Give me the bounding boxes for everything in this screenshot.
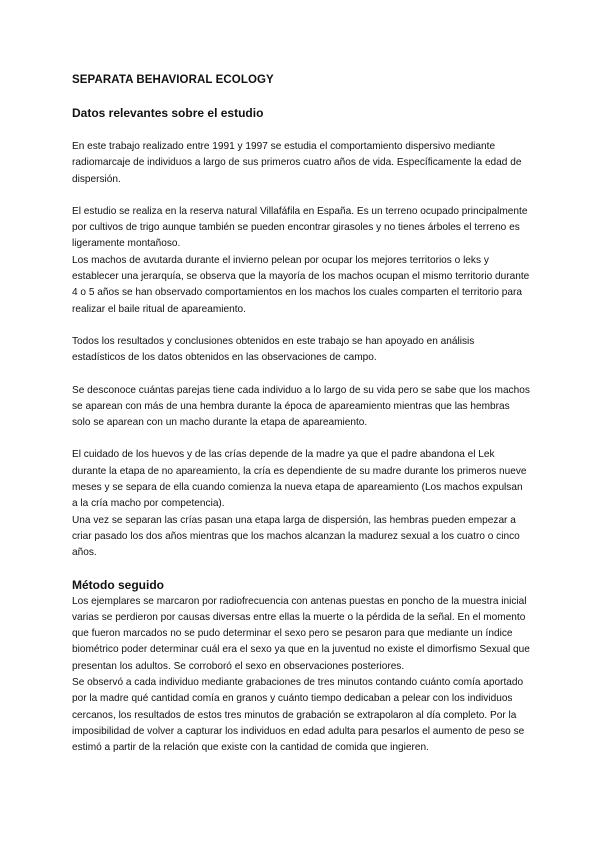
section-heading-metodo: Método seguido <box>72 577 164 592</box>
paragraph-observacion: Se observó a cada individuo mediante grabaciones de tres minutos contando cuánto comía aportado por la madre qué cantidad comía en granos y cuánto tiempo dedicaban a pelear con los individuos cercanos, los resultados de estos tres minutos de grabación se extrapolaron al día completo. Por la imposibilidad de volver a capturar los individuos en edad adulta para pesarlos el aumento de peso se estimó a partir de la relación que existe con la cantidad de comida que ingieren. <box>72 677 525 754</box>
paragraph-periodo-estudio: En este trabajo realizado entre 1991 y 1997 se estudia el comportamiento dispersivo mediante radiomarcaje de individuos a largo de sus primeros cuatro años de vida. Específicamente la edad de dispersión. <box>72 141 522 185</box>
paragraph-analisis: Todos los resultados y conclusiones obtenidos en este trabajo se han apoyado en análisis estadísticos de los datos obtenidos en las observaciones de campo. <box>72 335 475 364</box>
paragraph-reserva: El estudio se realiza en la reserva natural Villafáfila en España. Es un terreno ocupado principalmente por cultivos de trigo aunque también se pueden encontrar girasoles y no tienes árboles el terreno es ligeramente montañoso. <box>72 205 528 250</box>
paragraph-marcaje: Los ejemplares se marcaron por radiofrecuencia con antenas puestas en poncho de la muestra inicial varias se perdieron por causas diversas entre ellas la muerte o la pérdida de la señal. En el momento que fueron marcados no se pudo determinar el sexo pero se pesaron para que mediante un índice biométrico poder determinar cuál era el sexo ya que en la juventud no existe el dimorfismo Sexual que presentan los adultos. Se corroboró el sexo en observaciones posteriores. <box>72 595 530 672</box>
paragraph-parejas: Se desconoce cuántas parejas tiene cada individuo a lo largo de su vida pero se sabe que los machos se aparean con más de una hembra durante la época de apareamiento mientras que las hembras solo se aparean con un macho durante la etapa de apareamiento. <box>72 384 530 429</box>
paragraph-cuidado-crias: El cuidado de los huevos y de las crías depende de la madre ya que el padre abandona el Lek durante la etapa de no apareamiento, la cría es dependiente de su madre durante los primeros nueve meses y se separa de ella cuando comienza la nueva etapa de apareamiento (Los machos expulsan a la cría macho por competencia). <box>72 449 527 510</box>
document-body <box>72 72 530 757</box>
paragraph-machos-leks: Los machos de avutarda durante el invierno pelean por ocupar los mejores territorios o leks y establecer una jerarquía, se observa que la mayoría de los machos ocupan el mismo territorio durante 4 o 5 años se han observado comportamientos en los machos los cuales comparten el territorio para realizar el baile ritual de apareamiento. <box>72 254 530 315</box>
paragraph-dispersion: Una vez se separan las crías pasan una etapa larga de dispersión, las hembras pueden empezar a criar pasado los dos años mientras que los machos alcanzan la madurez sexual a los cuatro o cinco años. <box>72 514 520 559</box>
document-title: SEPARATA BEHAVIORAL ECOLOGY <box>72 74 274 86</box>
section-heading-datos: Datos relevantes sobre el estudio <box>72 106 264 120</box>
